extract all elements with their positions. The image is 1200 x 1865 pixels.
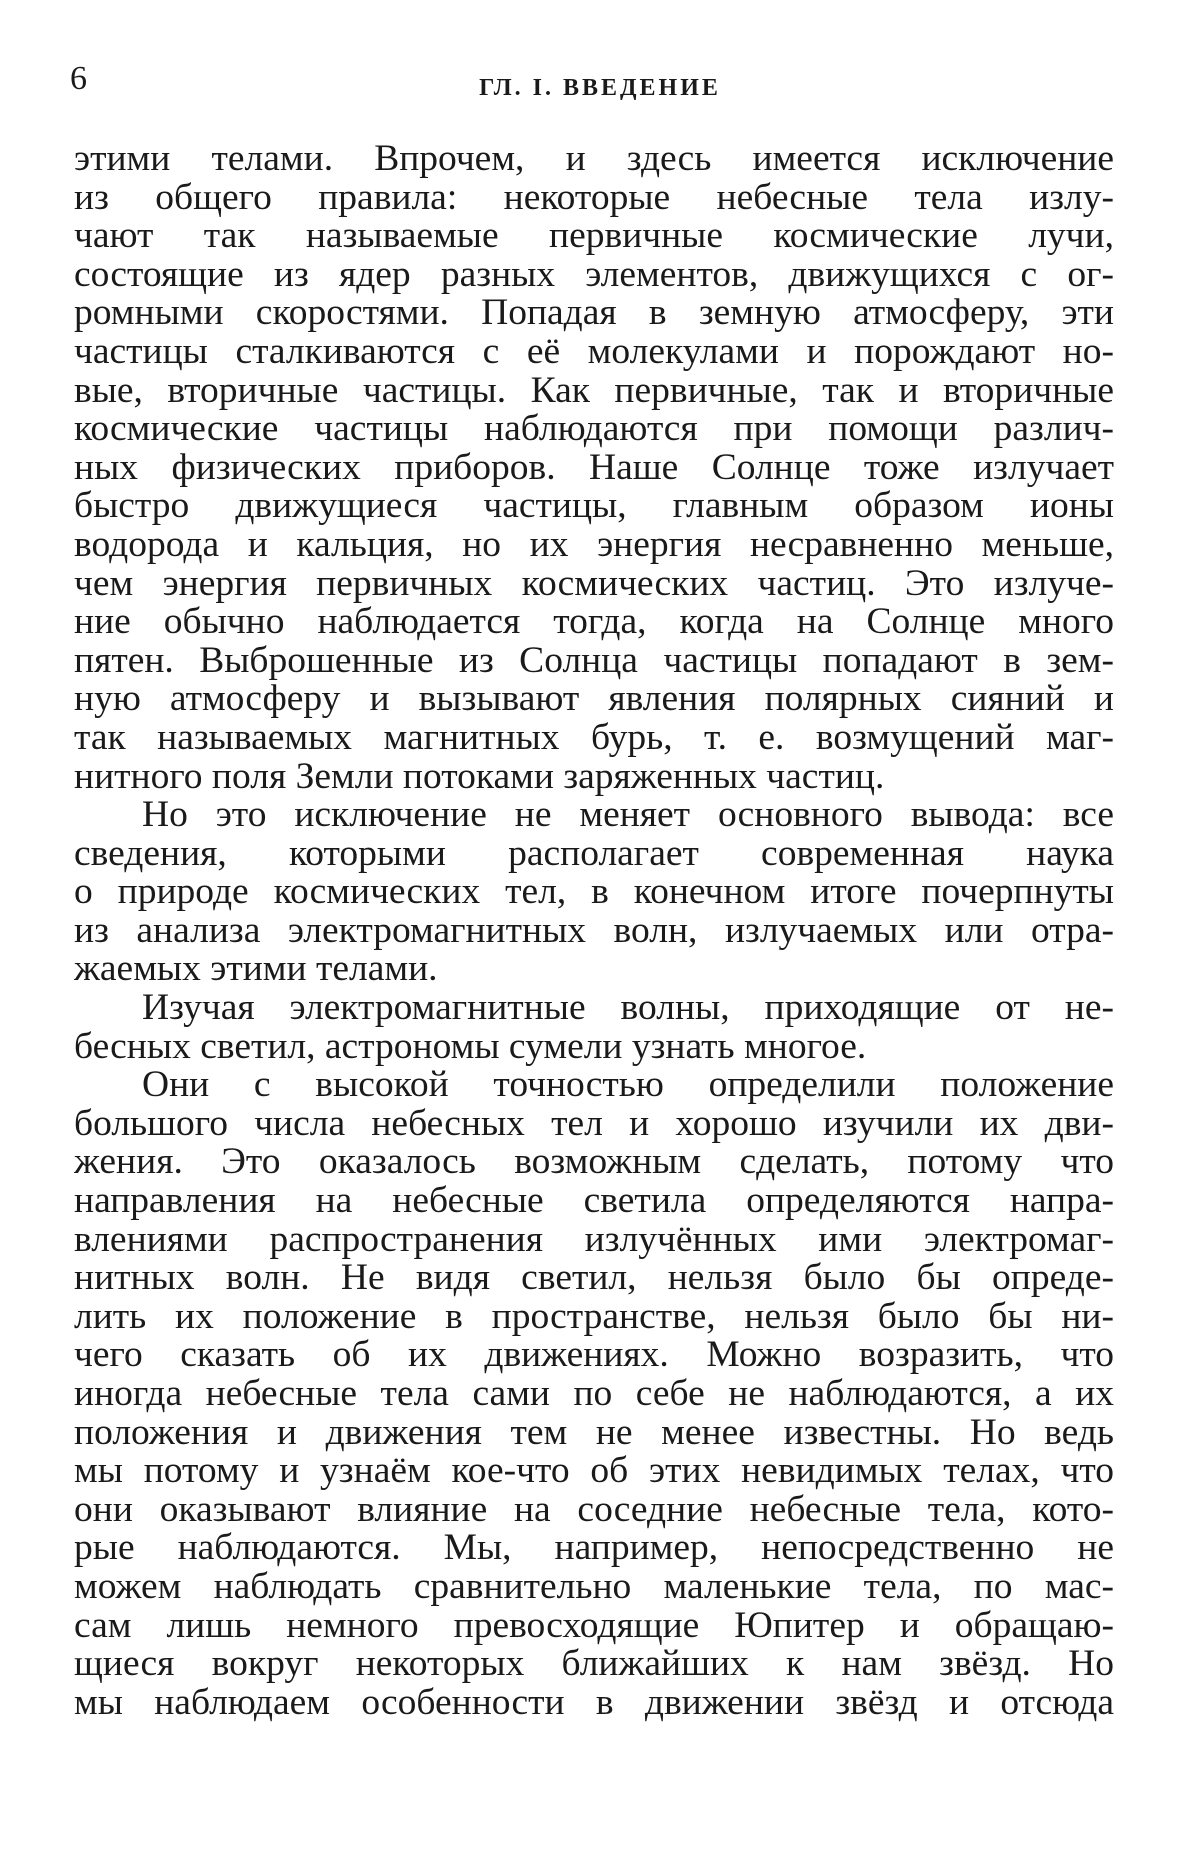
text-line: направления на небесные светила определяются напра- <box>74 1182 1114 1221</box>
text-line: чают так называемые первичные космические лучи, <box>74 217 1114 256</box>
text-line: космические частицы наблюдаются при помощи различ- <box>74 410 1114 449</box>
text-line: рые наблюдаются. Мы, например, непосредственно не <box>74 1529 1114 1568</box>
page-number: 6 <box>70 60 87 97</box>
text-line: этими телами. Впрочем, и здесь имеется исключение <box>74 140 1114 179</box>
text-line: ную атмосферу и вызывают явления полярных сияний и <box>74 680 1114 719</box>
text-line: иногда небесные тела сами по себе не наблюдаются, а их <box>74 1375 1114 1414</box>
text-line: ние обычно наблюдается тогда, когда на Солнце много <box>74 603 1114 642</box>
running-head: ГЛ. I. ВВЕДЕНИЕ <box>479 75 721 101</box>
text-line: жения. Это оказалось возможным сделать, потому что <box>74 1143 1114 1183</box>
text-line: Но это исключение не меняет основного вывода: все <box>142 796 1114 835</box>
text-line: водорода и кальция, но их энергия несравненно меньше, <box>74 525 1114 565</box>
text-line: о природе космических тел, в конечном итоге почерпнуты <box>74 873 1114 912</box>
text-line: нитных волн. Не видя светил, нельзя было бы опреде- <box>74 1259 1114 1298</box>
text-line: ромными скоростями. Попадая в земную атмосферу, эти <box>74 294 1114 333</box>
text-line: быстро движущиеся частицы, главным образом ионы <box>74 487 1114 526</box>
text-line: мы потому и узнаём кое-что об этих невидимых телах, что <box>74 1452 1114 1491</box>
text-line: мы наблюдаем особенности в движении звёзд и отсюда <box>74 1683 1114 1723</box>
text-line: нитного поля Земли потоками заряженных частиц. <box>74 757 885 797</box>
body-text <box>74 140 1114 1722</box>
text-line: влениями распространения излучённых ими электромаг- <box>74 1220 1114 1260</box>
text-line: вые, вторичные частицы. Как первичные, так и вторичные <box>74 371 1114 411</box>
text-line: из общего правила: некоторые небесные тела излу- <box>74 178 1114 218</box>
text-line: положения и движения тем не менее известны. Но ведь <box>74 1413 1114 1453</box>
text-line: из анализа электромагнитных волн, излучаемых или отра- <box>74 911 1114 951</box>
text-line: чем энергия первичных космических частиц. Это излуче- <box>74 564 1114 604</box>
text-line: лить их положение в пространстве, нельзя было бы ни- <box>74 1297 1114 1337</box>
text-line: Изучая электромагнитные волны, приходящие от не- <box>142 989 1114 1028</box>
text-line: пятен. Выброшенные из Солнца частицы попадают в зем- <box>74 641 1114 681</box>
text-line: жаемых этими телами. <box>74 950 438 990</box>
text-line: состоящие из ядер разных элементов, движущихся с ог- <box>74 255 1114 295</box>
text-line: так называемых магнитных бурь, т. е. возмущений маг- <box>74 718 1114 758</box>
text-line: щиеся вокруг некоторых ближайших к нам звёзд. Но <box>74 1645 1114 1684</box>
text-line: сведения, которыми располагает современная наука <box>74 834 1114 874</box>
text-line: большого числа небесных тел и хорошо изучили их дви- <box>74 1104 1114 1144</box>
text-line: чего сказать об их движениях. Можно возразить, что <box>74 1336 1114 1375</box>
text-line: Они с высокой точностью определили положение <box>142 1066 1114 1105</box>
text-line: можем наблюдать сравнительно маленькие тела, по мас- <box>74 1567 1114 1607</box>
text-line: сам лишь немного превосходящие Юпитер и обращаю- <box>74 1606 1114 1646</box>
text-line: бесных светил, астрономы сумели узнать многое. <box>74 1027 867 1067</box>
text-line: ных физических приборов. Наше Солнце тоже излучает <box>74 448 1114 488</box>
text-line: частицы сталкиваются с её молекулами и порождают но- <box>74 332 1114 372</box>
text-line: они оказывают влияние на соседние небесные тела, кото- <box>74 1490 1114 1530</box>
